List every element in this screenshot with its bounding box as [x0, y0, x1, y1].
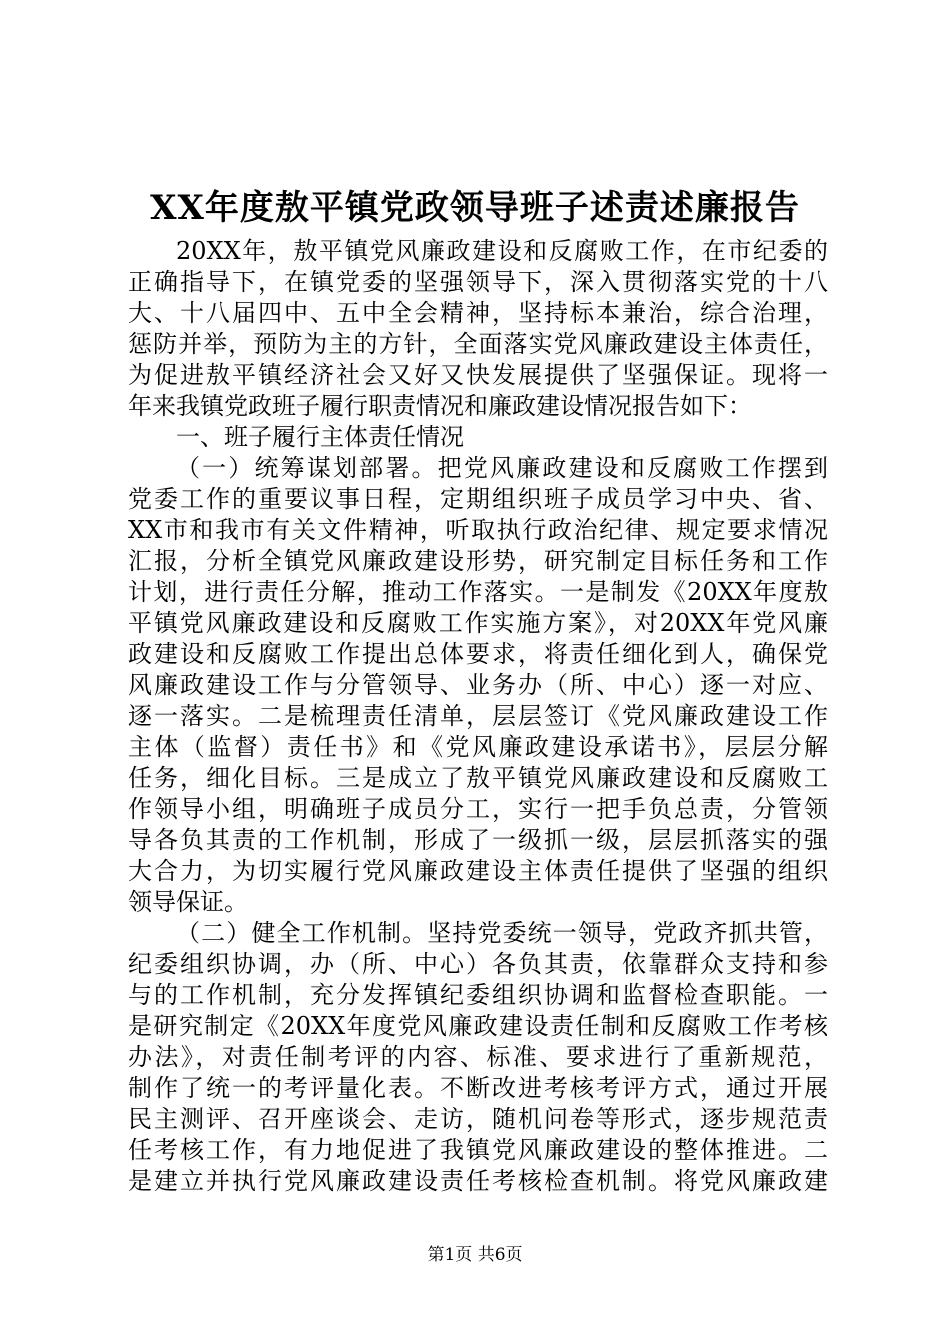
document-body — [128, 236, 828, 1197]
paragraph-line: 大合力，为切实履行党风廉政建设主体责任提供了坚强的组织 — [128, 857, 828, 885]
paragraph-line: 制作了统一的考评量化表。不断改进考核考评方式，通过开展 — [128, 1074, 828, 1102]
paragraph-line: 惩防并举，预防为主的方针，全面落实党风廉政建设主体责任， — [128, 330, 828, 358]
paragraph-line: 任务，细化目标。三是成立了敖平镇党风廉政建设和反腐败工 — [128, 764, 828, 792]
section-heading: 一、班子履行主体责任情况 — [176, 423, 464, 451]
paragraph-line: 风廉政建设工作与分管领导、业务办（所、中心）逐一对应、 — [128, 671, 828, 699]
paragraph-line: 民主测评、召开座谈会、走访，随机问卷等形式，逐步规范责 — [128, 1105, 828, 1133]
paragraph-line: 党委工作的重要议事日程，定期组织班子成员学习中央、省、 — [128, 485, 828, 513]
paragraph-line: 是研究制定《20XX年度党风廉政建设责任制和反腐败工作考核 — [128, 1012, 828, 1040]
paragraph-line: 作领导小组，明确班子成员分工，实行一把手负总责，分管领 — [128, 795, 828, 823]
paragraph-line: 逐一落实。二是梳理责任清单，层层签订《党风廉政建设工作 — [128, 702, 828, 730]
paragraph-line: 办法》，对责任制考评的内容、标准、要求进行了重新规范， — [128, 1043, 828, 1071]
paragraph-line: 平镇党风廉政建设和反腐败工作实施方案》，对20XX年党风廉 — [128, 609, 828, 637]
paragraph-line: （一）统筹谋划部署。把党风廉政建设和反腐败工作摆到 — [176, 454, 828, 482]
paragraph-line: 年来我镇党政班子履行职责情况和廉政建设情况报告如下： — [128, 392, 752, 420]
paragraph-line: 任考核工作，有力地促进了我镇党风廉政建设的整体推进。二 — [128, 1136, 828, 1164]
paragraph-line: 主体（监督）责任书》和《党风廉政建设承诺书》，层层分解 — [128, 733, 828, 761]
paragraph-line: 是建立并执行党风廉政建设责任考核检查机制。将党风廉政建 — [128, 1167, 828, 1195]
paragraph-line: 领导保证。 — [128, 888, 248, 916]
paragraph-line: 汇报，分析全镇党风廉政建设形势，研究制定目标任务和工作 — [128, 547, 828, 575]
paragraph-line: 正确指导下，在镇党委的坚强领导下，深入贯彻落实党的十八 — [128, 268, 828, 296]
paragraph-line: 20XX年，敖平镇党风廉政建设和反腐败工作，在市纪委的 — [176, 237, 828, 265]
paragraph-line: 与的工作机制，充分发挥镇纪委组织协调和监督检查职能。一 — [128, 981, 828, 1009]
paragraph-line: 导各负其责的工作机制，形成了一级抓一级，层层抓落实的强 — [128, 826, 828, 854]
paragraph-line: 纪委组织协调，办（所、中心）各负其责，依靠群众支持和参 — [128, 950, 828, 978]
page-number: 第1页 共6页 — [427, 1245, 523, 1265]
paragraph-line: 为促进敖平镇经济社会又好又快发展提供了坚强保证。现将一 — [128, 361, 828, 389]
paragraph-line: 政建设和反腐败工作提出总体要求，将责任细化到人，确保党 — [128, 640, 828, 668]
paragraph-line: （二）健全工作机制。坚持党委统一领导，党政齐抓共管， — [176, 919, 828, 947]
paragraph-line: 大、十八届四中、五中全会精神，坚持标本兼治，综合治理， — [128, 299, 828, 327]
paragraph-line: 计划，进行责任分解，推动工作落实。一是制发《20XX年度敖 — [128, 578, 828, 606]
document-title: XX年度敖平镇党政领导班子述责述廉报告 — [150, 188, 800, 228]
paragraph-line: XX市和我市有关文件精神，听取执行政治纪律、规定要求情况 — [128, 516, 828, 544]
